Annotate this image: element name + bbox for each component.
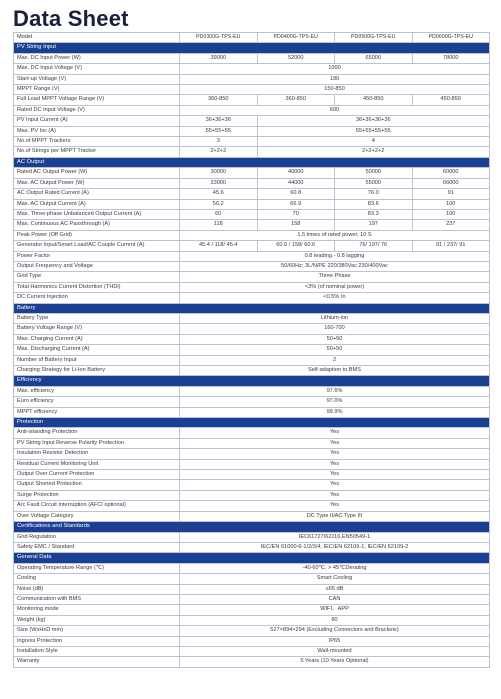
spec-value: 527×894×294 (Excluding Connectors and Brackets) bbox=[180, 626, 490, 636]
spec-value: 2 bbox=[180, 355, 490, 365]
spec-value: 97.0% bbox=[180, 397, 490, 407]
section-title: Protection bbox=[14, 418, 490, 428]
spec-label: Installation Style bbox=[14, 646, 180, 656]
spec-label: Grid Type bbox=[14, 272, 180, 282]
spec-value: 83.3 bbox=[335, 209, 413, 219]
spec-value: Smart Cooling bbox=[180, 574, 490, 584]
spec-value: 66000 bbox=[412, 178, 490, 188]
spec-row bbox=[14, 397, 490, 407]
spec-label: AC Output Rated Current (A) bbox=[14, 189, 180, 199]
section-title: General Data bbox=[14, 553, 490, 563]
spec-value: Yes bbox=[180, 428, 490, 438]
spec-value: 5 Years (10 Years Optional) bbox=[180, 657, 490, 667]
spec-row bbox=[14, 189, 490, 199]
spec-label: Surge Protection bbox=[14, 490, 180, 500]
spec-value: Yes bbox=[180, 501, 490, 511]
spec-value: 60.8 bbox=[257, 189, 335, 199]
spec-row bbox=[14, 501, 490, 511]
spec-value: 237 bbox=[412, 220, 490, 230]
model-name: PD0300G-TPS-EU bbox=[180, 33, 258, 43]
spec-row bbox=[14, 470, 490, 480]
spec-value: 33000 bbox=[180, 178, 258, 188]
spec-value: Wall-mounted bbox=[180, 646, 490, 656]
spec-row bbox=[14, 542, 490, 552]
spec-row bbox=[14, 251, 490, 261]
spec-label: Cooling bbox=[14, 574, 180, 584]
spec-row bbox=[14, 147, 490, 157]
spec-value: <3% (of nominal power) bbox=[180, 282, 490, 292]
spec-value: 3 bbox=[180, 137, 258, 147]
spec-value: 158 bbox=[257, 220, 335, 230]
spec-value: 36+36+36+36 bbox=[257, 116, 490, 126]
section-title: Battery bbox=[14, 303, 490, 313]
spec-value: 50/60Hz; 3L/N/PE 220/380Vac 230/400Vac bbox=[180, 261, 490, 271]
spec-value: 160-700 bbox=[180, 324, 490, 334]
spec-label: Ingress Protection bbox=[14, 636, 180, 646]
model-name: PD0600G-TPS-EU bbox=[412, 33, 490, 43]
spec-value: 100 bbox=[412, 199, 490, 209]
spec-row bbox=[14, 126, 490, 136]
spec-value: 2+2+2+2 bbox=[257, 147, 490, 157]
spec-value: 360-850 bbox=[180, 95, 258, 105]
spec-row bbox=[14, 428, 490, 438]
spec-label: Rated DC Input Voltage (V) bbox=[14, 105, 180, 115]
spec-value: 91 bbox=[412, 189, 490, 199]
spec-row bbox=[14, 261, 490, 271]
spec-label: Over Voltage Category bbox=[14, 511, 180, 521]
section-title: AC Output bbox=[14, 157, 490, 167]
spec-value: CAN bbox=[180, 594, 490, 604]
spec-label: Generator Input/Smart Load/AC Couple Current (A) bbox=[14, 241, 180, 251]
spec-row bbox=[14, 64, 490, 74]
spec-row bbox=[14, 105, 490, 115]
spec-label: Output Shorted Protection bbox=[14, 480, 180, 490]
spec-value: -40-60℃, > 45℃Derating bbox=[180, 563, 490, 573]
spec-label: Battery Type bbox=[14, 313, 180, 323]
spec-label: Number of Battery Input bbox=[14, 355, 180, 365]
spec-label: Peak Power (Off Grid) bbox=[14, 230, 180, 240]
spec-value: 44000 bbox=[257, 178, 335, 188]
model-row bbox=[14, 33, 490, 43]
spec-value: IP65 bbox=[180, 636, 490, 646]
spec-value: 150-850 bbox=[180, 85, 490, 95]
spec-value: 70 bbox=[257, 209, 335, 219]
spec-label: Max. AC Output Current (A) bbox=[14, 199, 180, 209]
spec-label: Arc Fault Circuit Interruption (AFCI optional) bbox=[14, 501, 180, 511]
spec-value: 600 bbox=[180, 105, 490, 115]
spec-label: Max. DC Input Power (W) bbox=[14, 53, 180, 63]
section-header bbox=[14, 303, 490, 313]
spec-value: Yes bbox=[180, 459, 490, 469]
spec-value: 60000 bbox=[412, 168, 490, 178]
spec-value: 50+50 bbox=[180, 345, 490, 355]
spec-row bbox=[14, 563, 490, 573]
spec-row bbox=[14, 116, 490, 126]
spec-row bbox=[14, 53, 490, 63]
spec-value: 39000 bbox=[180, 53, 258, 63]
spec-label: Rated AC Output Power (W) bbox=[14, 168, 180, 178]
section-header bbox=[14, 522, 490, 532]
model-label: Model bbox=[14, 33, 180, 43]
spec-value: 4 bbox=[257, 137, 490, 147]
spec-label: Weight (kg) bbox=[14, 615, 180, 625]
spec-value: 180 bbox=[180, 74, 490, 84]
spec-label: Output Over Current Protection bbox=[14, 470, 180, 480]
spec-row bbox=[14, 438, 490, 448]
spec-label: Anti-islanding Protection bbox=[14, 428, 180, 438]
spec-value: 36+36+36 bbox=[180, 116, 258, 126]
spec-label: Grid Regulation bbox=[14, 532, 180, 542]
spec-row bbox=[14, 272, 490, 282]
spec-label: Full Load MPPT Voltage Range (V) bbox=[14, 95, 180, 105]
spec-value: IEC/EN 61000-6-1/2/3/4, IEC/EN 62109-1, IEC/EN 62109-2 bbox=[180, 542, 490, 552]
spec-value: Yes bbox=[180, 470, 490, 480]
section-header bbox=[14, 418, 490, 428]
spec-row bbox=[14, 386, 490, 396]
spec-row bbox=[14, 459, 490, 469]
spec-value: 55+55+55+55 bbox=[257, 126, 490, 136]
spec-value: 52000 bbox=[257, 53, 335, 63]
spec-label: Warranty bbox=[14, 657, 180, 667]
model-name: PD0500G-TPS-EU bbox=[335, 33, 413, 43]
spec-value: 100 bbox=[412, 209, 490, 219]
spec-value: DC Type II/AC Type III bbox=[180, 511, 490, 521]
spec-value: <0.5% In bbox=[180, 293, 490, 303]
spec-row bbox=[14, 574, 490, 584]
spec-value: Yes bbox=[180, 438, 490, 448]
spec-row bbox=[14, 511, 490, 521]
spec-label: Max. DC Input Voltage (V) bbox=[14, 64, 180, 74]
spec-label: Monitoring mode bbox=[14, 605, 180, 615]
spec-row bbox=[14, 209, 490, 219]
spec-row bbox=[14, 345, 490, 355]
spec-value: Three Phase bbox=[180, 272, 490, 282]
page-title: Data Sheet bbox=[13, 6, 129, 31]
spec-value: Yes bbox=[180, 449, 490, 459]
spec-row bbox=[14, 95, 490, 105]
spec-value: 50+50 bbox=[180, 334, 490, 344]
spec-value: 1000 bbox=[180, 64, 490, 74]
spec-label: Max. efficiency bbox=[14, 386, 180, 396]
spec-label: PV Input Current (A) bbox=[14, 116, 180, 126]
spec-value: 83.6 bbox=[335, 199, 413, 209]
spec-value: 30000 bbox=[180, 168, 258, 178]
spec-row bbox=[14, 594, 490, 604]
spec-value: 78000 bbox=[412, 53, 490, 63]
spec-value: 97.6% bbox=[180, 386, 490, 396]
spec-label: Euro efficiency bbox=[14, 397, 180, 407]
section-title: Efficiency bbox=[14, 376, 490, 386]
spec-row bbox=[14, 449, 490, 459]
spec-value: 55+55+55 bbox=[180, 126, 258, 136]
spec-row bbox=[14, 615, 490, 625]
spec-value: IEC61727/62116,EN50549-1 bbox=[180, 532, 490, 542]
spec-value: 76/ 197/ 76 bbox=[335, 241, 413, 251]
spec-value: ≤65 dB bbox=[180, 584, 490, 594]
spec-label: Insulation Resistor Detection bbox=[14, 449, 180, 459]
spec-label: Safety EMC / Standard bbox=[14, 542, 180, 552]
spec-row bbox=[14, 199, 490, 209]
spec-value: 50.2 bbox=[180, 199, 258, 209]
model-name: PD0400G-TPS-EU bbox=[257, 33, 335, 43]
spec-label: MPPT Range (V) bbox=[14, 85, 180, 95]
spec-row bbox=[14, 636, 490, 646]
spec-label: Residual Current Monitoring Unit bbox=[14, 459, 180, 469]
section-header bbox=[14, 376, 490, 386]
section-header bbox=[14, 553, 490, 563]
section-header bbox=[14, 43, 490, 53]
spec-value: 55000 bbox=[335, 178, 413, 188]
spec-row bbox=[14, 626, 490, 636]
spec-row bbox=[14, 282, 490, 292]
spec-label: Power Factor bbox=[14, 251, 180, 261]
spec-label: Noise (dB) bbox=[14, 584, 180, 594]
spec-label: Max. Charging Current (A) bbox=[14, 334, 180, 344]
spec-value: 450-850 bbox=[412, 95, 490, 105]
spec-label: Start-up Voltage (V) bbox=[14, 74, 180, 84]
section-title: PV String Input bbox=[14, 43, 490, 53]
spec-value: 45.6 bbox=[180, 189, 258, 199]
spec-table-body bbox=[14, 33, 490, 668]
spec-value: 60.6 / 158/ 60.6 bbox=[257, 241, 335, 251]
spec-row bbox=[14, 605, 490, 615]
spec-label: Output Frequency and Voltage bbox=[14, 261, 180, 271]
spec-row bbox=[14, 137, 490, 147]
spec-value: Yes bbox=[180, 480, 490, 490]
spec-value: 65000 bbox=[335, 53, 413, 63]
spec-row bbox=[14, 85, 490, 95]
spec-value: 450-850 bbox=[335, 95, 413, 105]
spec-value: 99.9% bbox=[180, 407, 490, 417]
spec-value: 66.9 bbox=[257, 199, 335, 209]
spec-value: 45.4 / 118/ 45.4 bbox=[180, 241, 258, 251]
spec-row bbox=[14, 490, 490, 500]
spec-value: 40000 bbox=[257, 168, 335, 178]
spec-value: WIFI、APP bbox=[180, 605, 490, 615]
spec-label: PV String Input Reverse Polarity Protection bbox=[14, 438, 180, 448]
spec-row bbox=[14, 241, 490, 251]
spec-value: 80 bbox=[180, 615, 490, 625]
spec-label: Operating Temperature Range (℃) bbox=[14, 563, 180, 573]
spec-row bbox=[14, 74, 490, 84]
spec-value: 0.8 leading - 0.8 lagging bbox=[180, 251, 490, 261]
spec-row bbox=[14, 584, 490, 594]
spec-value: Self-adaption to BMS bbox=[180, 366, 490, 376]
spec-value: 197 bbox=[335, 220, 413, 230]
spec-label: DC Current Injection bbox=[14, 293, 180, 303]
spec-row bbox=[14, 646, 490, 656]
spec-row bbox=[14, 366, 490, 376]
spec-label: Max. Continuous AC Passthrough (A) bbox=[14, 220, 180, 230]
spec-table bbox=[13, 32, 490, 668]
spec-value: 360-850 bbox=[257, 95, 335, 105]
spec-row bbox=[14, 532, 490, 542]
spec-row bbox=[14, 293, 490, 303]
spec-label: Max. Three-phase Unbalanced Output Current (A) bbox=[14, 209, 180, 219]
spec-label: Charging Strategy for Li-Ion Battery bbox=[14, 366, 180, 376]
spec-row bbox=[14, 355, 490, 365]
spec-label: Battery Voltage Range (V) bbox=[14, 324, 180, 334]
spec-value: Yes bbox=[180, 490, 490, 500]
spec-value: 50000 bbox=[335, 168, 413, 178]
spec-label: No.of Strings per MPPT Tracker bbox=[14, 147, 180, 157]
spec-row bbox=[14, 313, 490, 323]
spec-value: 76.0 bbox=[335, 189, 413, 199]
spec-row bbox=[14, 480, 490, 490]
section-header bbox=[14, 157, 490, 167]
spec-label: MPPT efficiency bbox=[14, 407, 180, 417]
spec-row bbox=[14, 230, 490, 240]
spec-row bbox=[14, 220, 490, 230]
section-title: Certifications and Standards bbox=[14, 522, 490, 532]
spec-row bbox=[14, 657, 490, 667]
spec-label: Max. AC Output Power (W) bbox=[14, 178, 180, 188]
spec-label: Max. PV Isc (A) bbox=[14, 126, 180, 136]
spec-value: 118 bbox=[180, 220, 258, 230]
spec-value: Lithium-ion bbox=[180, 313, 490, 323]
spec-row bbox=[14, 324, 490, 334]
spec-label: Communication with BMS bbox=[14, 594, 180, 604]
spec-label: No.of MPPT Trackers bbox=[14, 137, 180, 147]
spec-value: 2+2+2 bbox=[180, 147, 258, 157]
spec-row bbox=[14, 178, 490, 188]
spec-label: Total Harmonics Current Distortion (THDi) bbox=[14, 282, 180, 292]
spec-value: 60 bbox=[180, 209, 258, 219]
spec-value: 91 / 237/ 91 bbox=[412, 241, 490, 251]
spec-row bbox=[14, 407, 490, 417]
spec-label: Max. Discharging Current (A) bbox=[14, 345, 180, 355]
spec-row bbox=[14, 334, 490, 344]
spec-value: 1.5 times of rated power, 10 S bbox=[180, 230, 490, 240]
spec-row bbox=[14, 168, 490, 178]
spec-label: Size (WxHxD mm) bbox=[14, 626, 180, 636]
